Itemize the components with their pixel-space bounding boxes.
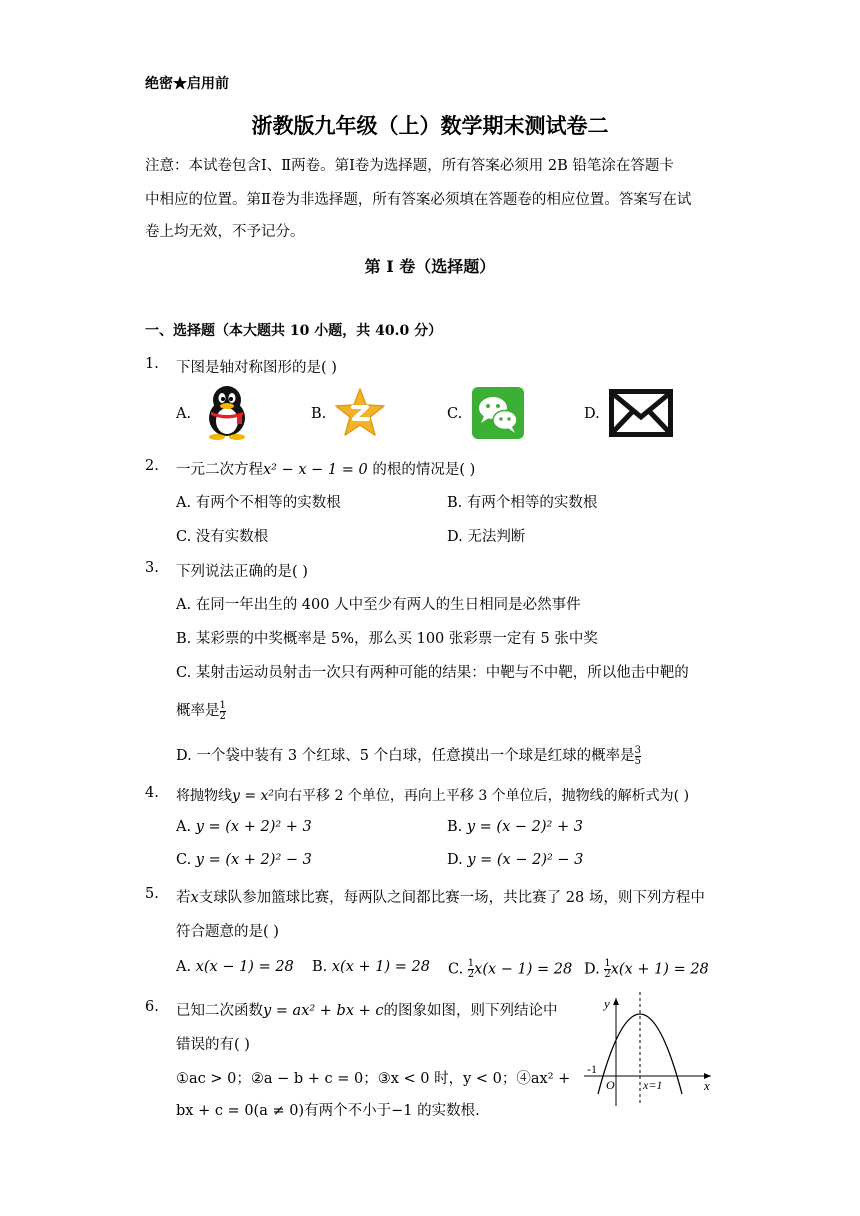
q4-option-b: B. y = (x − 2)² + 3 (447, 819, 583, 835)
q2-option-b: B. 有两个相等的实数根 (447, 495, 598, 511)
question-1-number: 1. (145, 356, 159, 372)
question-2-number: 2. (145, 458, 159, 474)
q3-option-a: A. 在同一年出生的 400 人中至少有两人的生日相同是必然事件 (176, 597, 581, 613)
graph-axis-note: x=1 (643, 1078, 663, 1092)
q4-option-a: A. y = (x + 2)² + 3 (176, 819, 312, 835)
q3-option-b: B. 某彩票的中奖概率是 5%，那么买 100 张彩票一定有 5 张中奖 (176, 631, 598, 647)
q1-option-b-label: B. (311, 406, 327, 422)
question-4-text: 将抛物线y = x²向右平移 2 个单位，再向上平移 3 个单位后，抛物线的解析式为( ) (176, 788, 690, 804)
question-6-text: 已知二次函数y = ax² + bx + c的图象如图，则下列结论中 (176, 1003, 558, 1019)
q2-equation: x² − x − 1 = 0 (263, 462, 368, 478)
q5-option-b: B. x(x + 1) = 28 (312, 959, 430, 975)
question-3-number: 3. (145, 560, 159, 576)
question-6-text-line2: 错误的有( ) (176, 1037, 250, 1053)
q3-option-c: C. 某射击运动员射击一次只有两种可能的结果：中靶与不中靶，所以他击中靶的 (176, 665, 689, 681)
question-6-text-line4: bx + c = 0(a ≠ 0)有两个不小于−1 的实数根. (176, 1103, 480, 1119)
part-heading: 一、选择题（本大题共 10 小题，共 40.0 分） (145, 323, 443, 339)
question-1-text: 下图是轴对称图形的是( ) (176, 360, 337, 376)
parabola-graph (576, 990, 718, 1110)
question-6-number: 6. (145, 999, 159, 1015)
q3-option-c-continued: 概率是 $\frac{1}{2}$ (176, 699, 226, 722)
graph-x-label: x (704, 1078, 710, 1093)
q4-option-c: C. y = (x + 2)² − 3 (176, 852, 312, 868)
question-6-text-line3: ①ac > 0；②a − b + c = 0；③x < 0 时，y < 0；④ax² + (176, 1071, 571, 1087)
q1-option-c-label: C. (447, 406, 463, 422)
q5-option-a: A. x(x − 1) = 28 (176, 959, 294, 975)
section-title: 第 I 卷（选择题） (364, 257, 496, 276)
notice-line-2: 中相应的位置。第Ⅱ卷为非选择题，所有答案必须填在答题卷的相应位置。答案写在试 (145, 192, 692, 208)
notice-line-1: 注意：本试卷包含Ⅰ、Ⅱ两卷。第Ⅰ卷为选择题，所有答案必须用 2B 铅笔涂在答题卡 (145, 158, 674, 174)
star-z-icon (333, 387, 387, 439)
graph-origin-label: O (606, 1078, 615, 1092)
q1-option-a-label: A. (176, 406, 192, 422)
question-5-number: 5. (145, 886, 159, 902)
penguin-icon (201, 384, 253, 440)
q2-option-d: D. 无法判断 (447, 529, 526, 545)
notice-line-3: 卷上均无效，不予记分。 (145, 224, 305, 240)
question-5-text-line2: 符合题意的是( ) (176, 924, 279, 940)
secret-label: 绝密★启用前 (145, 76, 229, 92)
graph-minus-one-label: -1 (587, 1062, 597, 1076)
q5-option-c: C. $\frac{1}{2}$ x(x − 1) = 28 (448, 958, 573, 980)
q1-option-d-label: D. (584, 406, 600, 422)
q5-option-d: D. $\frac{1}{2}$ x(x + 1) = 28 (584, 958, 709, 980)
page-title: 浙教版九年级（上）数学期末测试卷二 (251, 113, 609, 138)
question-3-text: 下列说法正确的是( ) (176, 564, 308, 580)
q2-option-a: A. 有两个不相等的实数根 (176, 495, 341, 511)
q2-option-c: C. 没有实数根 (176, 529, 269, 545)
fraction-one-half: $\frac{1}{2}$ (219, 699, 226, 722)
chat-icon (472, 387, 524, 439)
q4-option-d: D. y = (x − 2)² − 3 (447, 852, 584, 868)
question-5-text: 若x支球队参加篮球比赛，每两队之间都比赛一场，共比赛了 28 场，则下列方程中 (176, 890, 705, 906)
fraction-three-fifths: $\frac{3}{5}$ (634, 744, 641, 767)
graph-y-label: y (604, 996, 610, 1011)
envelope-icon (609, 389, 673, 437)
question-4-number: 4. (145, 785, 159, 801)
q3-option-d: D. 一个袋中装有 3 个红球、5 个白球，任意摸出一个球是红球的概率是 $\frac{3}{5}$ (176, 744, 641, 767)
question-2-text: 一元二次方程x² − x − 1 = 0 的根的情况是( ) (176, 462, 476, 478)
